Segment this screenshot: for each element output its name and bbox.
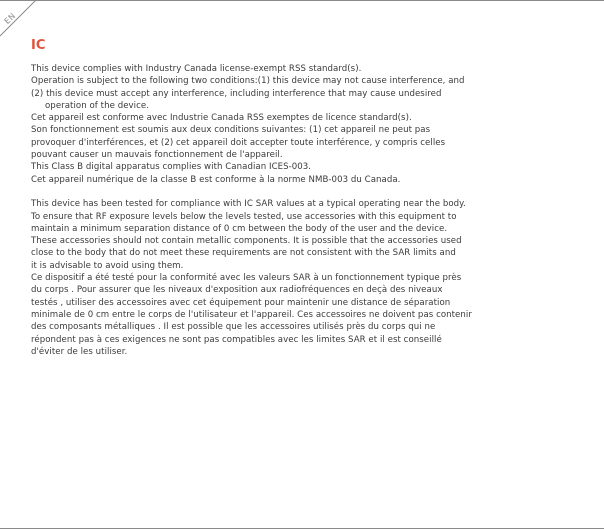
body-line: To ensure that RF exposure levels below the levels tested, use accessories with this equipment to [31, 211, 457, 222]
body-line: provoquer d'interférences, et (2) cet appareil doit accepter toute interférence, y compris celles [31, 137, 446, 148]
paragraph-gap [31, 186, 591, 198]
body-line: pouvant causer un mauvais fonctionnement de l'appareil. [31, 150, 283, 161]
body-line: (2) this device must accept any interference, including interference that may cause undesired [31, 88, 442, 99]
body-line: du corps . Pour assurer que les niveaux d'exposition aux radiofréquences en deçà des niveaux [31, 285, 443, 296]
body-line: d'éviter de les utiliser. [31, 346, 128, 357]
body-line: These accessories should not contain metallic components. It is possible that the accessories used [31, 236, 462, 247]
body-line: This device complies with Industry Canada license-exempt RSS standard(s). [31, 64, 362, 74]
body-line: répondent pas à ces exigences ne sont pas compatibles avec les limites SAR et il est conseillé [31, 334, 442, 345]
body-line: Operation is subject to the following two conditions:(1) this device may not cause interference, and [31, 76, 465, 87]
section-heading: IC [31, 38, 46, 53]
body-line: testés , utiliser des accessoires avec cet équipement pour maintenir une distance de séparation [31, 297, 451, 308]
body-line: Son fonctionnement est soumis aux deux conditions suivantes: (1) cet appareil ne peut pas [31, 125, 431, 136]
top-rule [0, 0, 604, 1]
body-line: des composants métalliques . Il est possible que les accessoires utilisés près du corps qui ne [31, 322, 436, 333]
body-line: maintain a minimum separation distance of 0 cm between the body of the user and the device. [31, 223, 448, 234]
body-line: it is advisable to avoid using them. [31, 260, 184, 271]
body-line: operation of the device. [45, 100, 150, 111]
body-line: Cet appareil est conforme avec Industrie Canada RSS exemptes de licence standard(s). [31, 113, 412, 124]
body-line: This device has been tested for compliance with IC SAR values at a typical operating near the body. [31, 199, 466, 210]
body-line: Ce dispositif a été testé pour la conformité avec les valeurs SAR à un fonctionnement typique près [31, 273, 462, 284]
body-line: Cet appareil numérique de la classe B est conforme à la norme NMB-003 du Canada. [31, 174, 401, 185]
body-line: minimale de 0 cm entre le corps de l'utilisateur et l'appareil. Ces accessoires ne doivent pas contenir [31, 309, 472, 320]
language-tag: EN [2, 11, 18, 26]
body-line: This Class B digital apparatus complies with Canadian ICES-003. [31, 162, 312, 173]
body-line: close to the body that do not meet these requirements are not consistent with the SAR limits and [31, 248, 456, 259]
section-body [31, 63, 591, 358]
